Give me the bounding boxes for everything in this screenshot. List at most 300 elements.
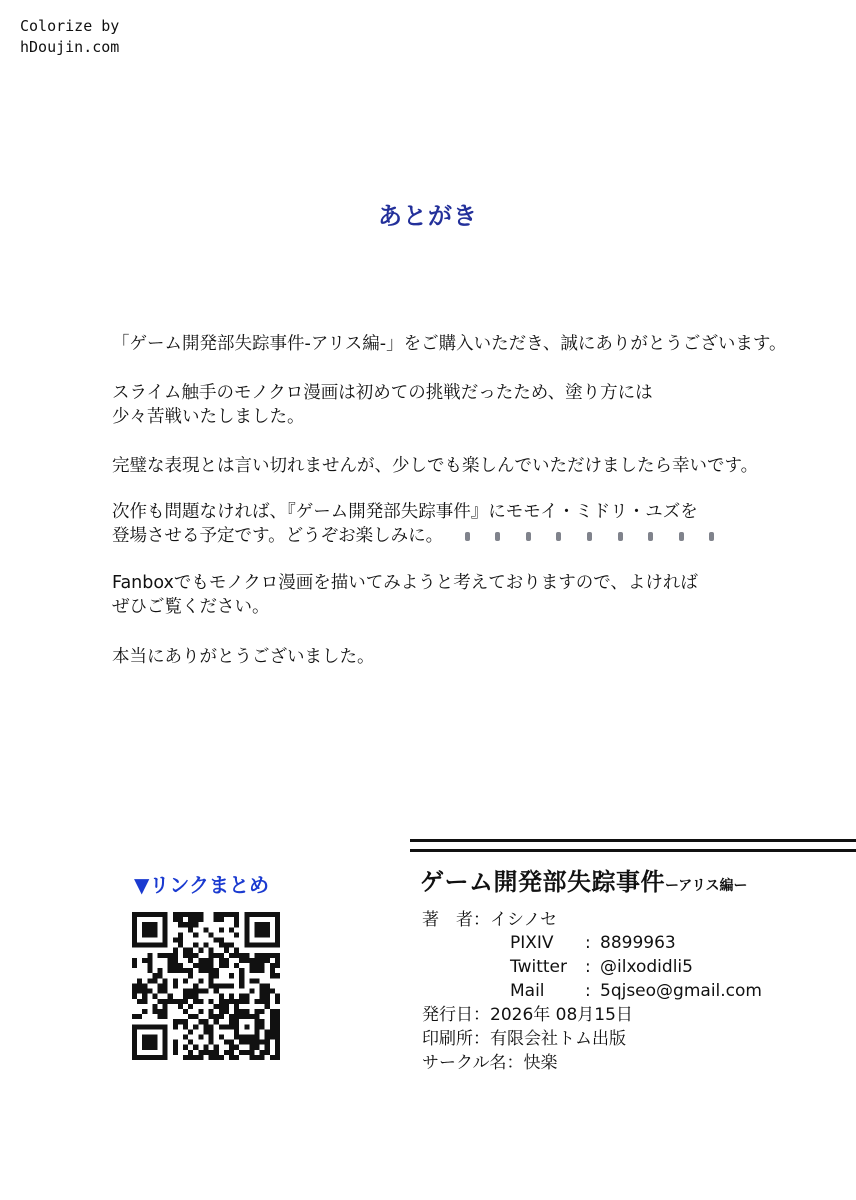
qr-module: [209, 1040, 214, 1045]
qr-module: [219, 912, 224, 917]
qr-module: [214, 983, 219, 988]
qr-module: [152, 1004, 157, 1009]
qr-module: [163, 932, 168, 937]
qr-module: [147, 953, 152, 958]
qr-module: [142, 994, 147, 999]
qr-module: [209, 1055, 214, 1060]
qr-module: [198, 989, 203, 994]
qr-module: [254, 1045, 259, 1050]
twitter-colon: :: [585, 957, 591, 977]
qr-module: [260, 927, 265, 932]
qr-module: [275, 958, 280, 963]
qr-module: [244, 927, 249, 932]
mail-label: Mail: [510, 981, 545, 1001]
qr-module: [142, 983, 147, 988]
qr-module: [168, 994, 173, 999]
qr-module: [219, 1034, 224, 1039]
qr-module: [219, 1004, 224, 1009]
qr-module: [203, 968, 208, 973]
qr-module: [198, 999, 203, 1004]
qr-module: [183, 999, 188, 1004]
qr-module: [244, 912, 249, 917]
dot: [526, 532, 531, 541]
qr-module: [260, 968, 265, 973]
qr-module: [203, 943, 208, 948]
qr-module: [152, 1024, 157, 1029]
qr-module: [234, 1024, 239, 1029]
qr-module: [209, 1029, 214, 1034]
qr-module: [203, 958, 208, 963]
qr-module: [193, 943, 198, 948]
qr-module: [178, 963, 183, 968]
qr-module: [163, 983, 168, 988]
qr-module: [142, 927, 147, 932]
qr-module: [214, 917, 219, 922]
qr-module: [234, 1019, 239, 1024]
qr-module: [260, 922, 265, 927]
dot: [648, 532, 653, 541]
qr-module: [198, 978, 203, 983]
qr-module: [244, 922, 249, 927]
qr-module: [275, 917, 280, 922]
qr-module: [265, 953, 270, 958]
qr-module: [188, 994, 193, 999]
qr-module: [137, 1014, 142, 1019]
afterword-line: Fanboxでもモノクロ漫画を描いてみようと考えておりますので、よければ: [112, 573, 698, 593]
qr-module: [188, 917, 193, 922]
qr-module: [188, 1014, 193, 1019]
qr-code-image[interactable]: [132, 912, 280, 1060]
qr-module: [239, 978, 244, 983]
qr-module: [142, 932, 147, 937]
qr-module: [152, 994, 157, 999]
qr-module: [152, 1009, 157, 1014]
qr-module: [147, 943, 152, 948]
qr-module: [183, 912, 188, 917]
qr-module: [158, 999, 163, 1004]
qr-module: [219, 1009, 224, 1014]
qr-module: [229, 999, 234, 1004]
qr-module: [224, 943, 229, 948]
qr-module: [158, 1009, 163, 1014]
qr-module: [254, 1034, 259, 1039]
qr-module: [249, 958, 254, 963]
qr-module: [137, 1055, 142, 1060]
qr-module: [132, 994, 137, 999]
credit-line-1: Colorize by: [20, 17, 120, 35]
qr-module: [249, 989, 254, 994]
qr-module: [193, 999, 198, 1004]
qr-module: [265, 999, 270, 1004]
qr-module: [214, 1014, 219, 1019]
qr-module: [239, 1014, 244, 1019]
qr-module: [178, 943, 183, 948]
qr-module: [132, 912, 137, 917]
afterword-title: あとがき: [378, 202, 478, 230]
qr-module: [214, 1019, 219, 1024]
qr-module: [188, 912, 193, 917]
qr-module: [142, 1055, 147, 1060]
qr-module: [132, 943, 137, 948]
qr-module: [183, 1009, 188, 1014]
qr-module: [142, 1024, 147, 1029]
qr-module: [163, 1055, 168, 1060]
qr-module: [178, 912, 183, 917]
qr-module: [265, 1029, 270, 1034]
qr-module: [198, 1034, 203, 1039]
qr-module: [173, 953, 178, 958]
qr-module: [254, 978, 259, 983]
qr-module: [234, 912, 239, 917]
afterword-line: スライム触手のモノクロ漫画は初めての挑戦だったため、塗り方には: [112, 383, 653, 403]
qr-module: [209, 953, 214, 958]
qr-module: [254, 999, 259, 1004]
qr-module: [158, 953, 163, 958]
qr-module: [275, 1019, 280, 1024]
afterword-line: 本当にありがとうございました。: [112, 647, 375, 667]
qr-module: [244, 1024, 249, 1029]
qr-module: [163, 1045, 168, 1050]
qr-module: [163, 917, 168, 922]
qr-module: [239, 994, 244, 999]
qr-module: [163, 1009, 168, 1014]
qr-module: [209, 1009, 214, 1014]
qr-module: [152, 1040, 157, 1045]
qr-module: [260, 1024, 265, 1029]
qr-module: [244, 1009, 249, 1014]
qr-module: [209, 973, 214, 978]
qr-module: [224, 948, 229, 953]
qr-module: [244, 1034, 249, 1039]
qr-module: [275, 912, 280, 917]
qr-module: [193, 994, 198, 999]
qr-module: [147, 989, 152, 994]
qr-module: [163, 912, 168, 917]
qr-module: [147, 968, 152, 973]
qr-module: [214, 989, 219, 994]
qr-module: [209, 948, 214, 953]
qr-module: [142, 1009, 147, 1014]
issue-date: 2026年 08月15日: [490, 1005, 633, 1025]
qr-module: [254, 953, 259, 958]
qr-module: [142, 1034, 147, 1039]
qr-module: [249, 1040, 254, 1045]
qr-module: [270, 1034, 275, 1039]
qr-module: [224, 963, 229, 968]
qr-module: [203, 1045, 208, 1050]
qr-module: [260, 1050, 265, 1055]
afterword-line-with-dots: [112, 524, 724, 548]
qr-module: [198, 968, 203, 973]
qr-module: [275, 927, 280, 932]
qr-module: [229, 983, 234, 988]
qr-module: [132, 1045, 137, 1050]
afterword-line: 次作も問題なければ、『ゲーム開発部失踪事件』にモモイ・ミドリ・ユズを: [112, 502, 698, 522]
qr-module: [193, 1014, 198, 1019]
qr-module: [198, 917, 203, 922]
qr-module: [173, 948, 178, 953]
qr-module: [234, 963, 239, 968]
qr-module: [183, 968, 188, 973]
qr-module: [219, 938, 224, 943]
qr-module: [275, 1029, 280, 1034]
qr-module: [163, 927, 168, 932]
qr-module: [188, 953, 193, 958]
afterword-paragraph-1: [112, 332, 786, 356]
qr-module: [132, 938, 137, 943]
qr-module: [229, 1019, 234, 1024]
qr-module: [163, 999, 168, 1004]
qr-module: [249, 1055, 254, 1060]
qr-module: [265, 983, 270, 988]
author-name: イシノセ: [490, 910, 558, 930]
qr-module: [147, 1040, 152, 1045]
qr-module: [275, 1040, 280, 1045]
qr-module: [188, 989, 193, 994]
book-title: [420, 862, 747, 897]
afterword-paragraph-2: [112, 381, 653, 429]
qr-module: [209, 932, 214, 937]
qr-module: [254, 963, 259, 968]
qr-module: [152, 927, 157, 932]
afterword-line: 少々苦戦いたしました。: [112, 407, 305, 427]
qr-module: [229, 1055, 234, 1060]
qr-module: [168, 958, 173, 963]
qr-module: [260, 983, 265, 988]
afterword-line: 登場させる予定です。どうぞお楽しみに。: [112, 526, 444, 546]
qr-module: [198, 1055, 203, 1060]
qr-module: [224, 1004, 229, 1009]
qr-module: [152, 973, 157, 978]
qr-module: [214, 1004, 219, 1009]
qr-module: [173, 1050, 178, 1055]
qr-module: [249, 1034, 254, 1039]
qr-module: [183, 1045, 188, 1050]
qr-module: [254, 968, 259, 973]
qr-module: [152, 943, 157, 948]
qr-module: [137, 999, 142, 1004]
qr-module: [163, 943, 168, 948]
qr-module: [254, 943, 259, 948]
qr-module: [219, 963, 224, 968]
circle-row: [422, 1051, 558, 1075]
qr-module: [239, 1009, 244, 1014]
qr-module: [147, 922, 152, 927]
qr-module: [229, 912, 234, 917]
qr-module: [142, 958, 147, 963]
qr-module: [229, 994, 234, 999]
qr-module: [132, 922, 137, 927]
qr-module: [173, 938, 178, 943]
qr-module: [254, 932, 259, 937]
qr-module: [229, 973, 234, 978]
pixiv-id: 8899963: [600, 933, 676, 953]
qr-module: [132, 1040, 137, 1045]
qr-module: [244, 958, 249, 963]
qr-module: [168, 999, 173, 1004]
qr-module: [203, 963, 208, 968]
dot: [709, 532, 714, 541]
qr-module: [173, 978, 178, 983]
qr-module: [132, 1034, 137, 1039]
afterword-paragraph-4: [112, 500, 724, 548]
qr-module: [132, 917, 137, 922]
qr-module: [163, 1034, 168, 1039]
qr-module: [183, 1019, 188, 1024]
qr-module: [183, 948, 188, 953]
qr-module: [219, 994, 224, 999]
qr-module: [214, 1055, 219, 1060]
qr-module: [270, 1009, 275, 1014]
qr-module: [214, 1045, 219, 1050]
qr-module: [147, 1045, 152, 1050]
qr-module: [260, 1040, 265, 1045]
qr-module: [249, 912, 254, 917]
qr-module: [229, 1040, 234, 1045]
qr-module: [275, 963, 280, 968]
qr-module: [137, 978, 142, 983]
qr-module: [152, 932, 157, 937]
qr-module: [275, 1014, 280, 1019]
qr-module: [193, 1045, 198, 1050]
qr-module: [224, 958, 229, 963]
qr-module: [219, 927, 224, 932]
qr-module: [178, 1004, 183, 1009]
qr-module: [239, 999, 244, 1004]
qr-module: [239, 1034, 244, 1039]
qr-module: [214, 1050, 219, 1055]
qr-module: [193, 1024, 198, 1029]
qr-module: [270, 1029, 275, 1034]
dot: [556, 532, 561, 541]
qr-module: [183, 989, 188, 994]
book-title-sub: ーアリス編ー: [665, 878, 748, 894]
qr-module: [193, 932, 198, 937]
qr-module: [188, 1004, 193, 1009]
qr-module: [158, 1014, 163, 1019]
qr-module: [214, 953, 219, 958]
dot: [679, 532, 684, 541]
circle-name: 快楽: [523, 1053, 558, 1073]
qr-module: [254, 922, 259, 927]
qr-module: [183, 1034, 188, 1039]
qr-module: [275, 1024, 280, 1029]
qr-module: [234, 1004, 239, 1009]
qr-module: [178, 932, 183, 937]
qr-module: [142, 912, 147, 917]
qr-module: [265, 958, 270, 963]
qr-module: [178, 922, 183, 927]
qr-module: [193, 953, 198, 958]
qr-module: [219, 953, 224, 958]
qr-module: [152, 978, 157, 983]
qr-module: [260, 1009, 265, 1014]
qr-module: [239, 983, 244, 988]
qr-module: [173, 1019, 178, 1024]
qr-module: [234, 1029, 239, 1034]
qr-module: [275, 994, 280, 999]
qr-module: [254, 1055, 259, 1060]
qr-module: [137, 983, 142, 988]
qr-module: [265, 1004, 270, 1009]
qr-module: [142, 1045, 147, 1050]
qr-module: [209, 1024, 214, 1029]
qr-module: [163, 1040, 168, 1045]
qr-module: [234, 1055, 239, 1060]
qr-module: [137, 1024, 142, 1029]
qr-module: [147, 932, 152, 937]
qr-module: [158, 968, 163, 973]
qr-module: [142, 989, 147, 994]
qr-module: [178, 1019, 183, 1024]
qr-module: [214, 938, 219, 943]
qr-module: [173, 963, 178, 968]
qr-module: [188, 1055, 193, 1060]
qr-module: [219, 1014, 224, 1019]
qr-module: [183, 994, 188, 999]
qr-module: [203, 1050, 208, 1055]
qr-module: [183, 978, 188, 983]
qr-module: [214, 968, 219, 973]
qr-module: [132, 1024, 137, 1029]
colophon-divider-top: [410, 839, 856, 842]
qr-module: [209, 1014, 214, 1019]
qr-module: [260, 943, 265, 948]
qr-module: [188, 1050, 193, 1055]
qr-module: [198, 912, 203, 917]
qr-module: [219, 1024, 224, 1029]
qr-module: [142, 1040, 147, 1045]
qr-module: [224, 999, 229, 1004]
qr-module: [265, 1045, 270, 1050]
qr-module: [152, 1055, 157, 1060]
qr-module: [158, 973, 163, 978]
qr-module: [224, 983, 229, 988]
qr-module: [270, 1055, 275, 1060]
qr-module: [163, 1024, 168, 1029]
qr-module: [234, 1014, 239, 1019]
qr-module: [219, 943, 224, 948]
qr-module: [244, 938, 249, 943]
qr-module: [173, 958, 178, 963]
qr-module: [234, 948, 239, 953]
qr-module: [275, 999, 280, 1004]
qr-module: [260, 958, 265, 963]
qr-module: [265, 927, 270, 932]
qr-module: [265, 932, 270, 937]
afterword-line: ぜひご覧ください。: [112, 597, 270, 617]
qr-module: [265, 922, 270, 927]
pixiv-colon: :: [585, 933, 591, 953]
qr-module: [163, 922, 168, 927]
qr-module: [234, 917, 239, 922]
afterword-paragraph-3: [112, 454, 758, 478]
qr-module: [173, 1045, 178, 1050]
qr-module: [178, 917, 183, 922]
qr-module: [254, 927, 259, 932]
qr-module: [147, 927, 152, 932]
qr-module: [229, 1050, 234, 1055]
qr-module: [203, 927, 208, 932]
qr-module: [229, 953, 234, 958]
qr-module: [260, 1055, 265, 1060]
qr-module: [219, 1055, 224, 1060]
circle-label: サークル名：: [422, 1053, 524, 1073]
qr-module: [260, 1019, 265, 1024]
afterword-paragraph-6: [112, 645, 375, 669]
qr-module: [209, 968, 214, 973]
qr-module: [158, 989, 163, 994]
